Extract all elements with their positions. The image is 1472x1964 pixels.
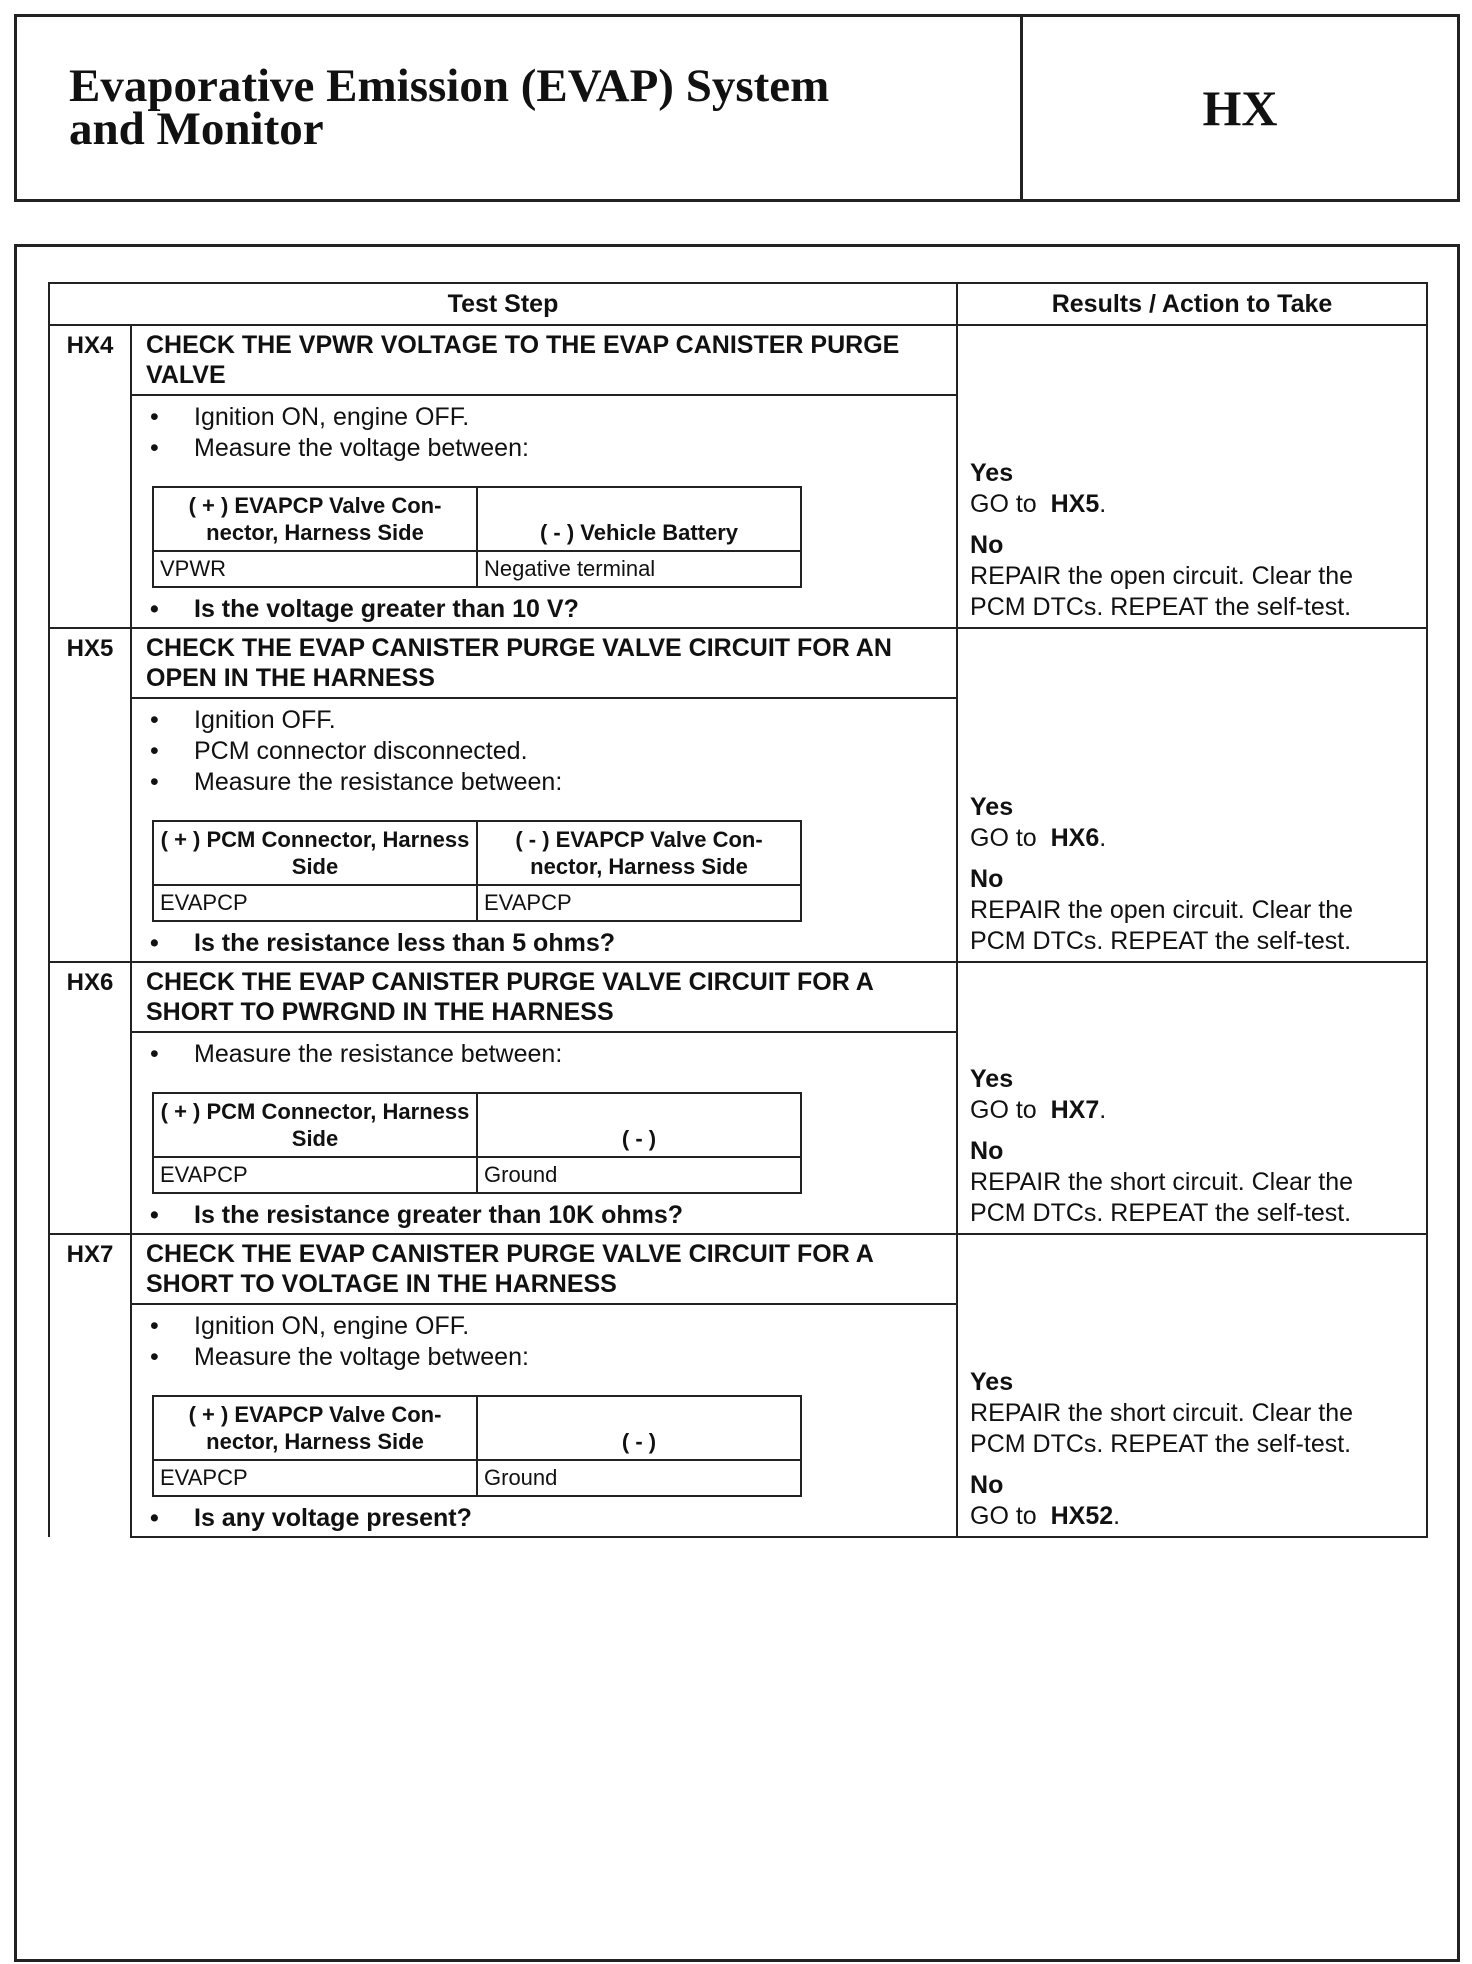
meas-val-plus: EVAPCP	[153, 1460, 477, 1496]
step-bullet	[146, 433, 942, 464]
no-label: No	[970, 1471, 1004, 1499]
step-results	[957, 325, 1427, 628]
measurement-table	[152, 486, 802, 588]
step-bullet-text: Measure the voltage between:	[194, 434, 529, 462]
step-body	[131, 698, 957, 962]
step-code: HX4	[49, 325, 131, 395]
step-results	[957, 1234, 1427, 1537]
no-label: No	[970, 531, 1004, 559]
section-code: HX	[1202, 80, 1278, 136]
step-row	[49, 628, 1427, 698]
bullet-dot-icon: •	[150, 929, 159, 957]
step-question-text: Is the resistance greater than 10K ohms?	[194, 1201, 684, 1229]
measurement-table	[152, 1395, 802, 1497]
step-body	[131, 395, 957, 628]
meas-val-plus: EVAPCP	[153, 1157, 477, 1193]
meas-val-minus: Ground	[477, 1157, 801, 1193]
yes-action	[970, 823, 1412, 854]
page-header	[14, 14, 1460, 202]
step-row	[49, 325, 1427, 395]
step-question-text: Is any voltage present?	[194, 1504, 472, 1532]
step-bullet	[146, 402, 942, 433]
no-action-text: REPAIR the open circuit. Clear the PCM DTCs. REPEAT the self-test.	[970, 562, 1354, 621]
no-action	[970, 1501, 1412, 1532]
yes-action	[970, 1398, 1412, 1460]
bullet-dot-icon: •	[150, 434, 159, 462]
step-code: HX6	[49, 962, 131, 1032]
step-code-spacer	[49, 1032, 131, 1234]
step-code: HX7	[49, 1234, 131, 1304]
yes-goto-link[interactable]: HX7	[1050, 1096, 1100, 1124]
bullet-dot-icon: •	[150, 1343, 159, 1371]
step-code: HX5	[49, 628, 131, 698]
step-body	[131, 1032, 957, 1234]
no-action	[970, 561, 1412, 623]
meas-head-minus: ( - ) EVAPCP Valve Con-nector, Harness Side	[477, 821, 801, 885]
test-step-table	[48, 282, 1428, 1538]
col-test-step: Test Step	[49, 283, 957, 325]
yes-goto-link[interactable]: HX6	[1050, 824, 1100, 852]
step-title: CHECK THE VPWR VOLTAGE TO THE EVAP CANISTER PURGE VALVE	[131, 325, 957, 395]
step-code-spacer	[49, 395, 131, 628]
step-title: CHECK THE EVAP CANISTER PURGE VALVE CIRCUIT FOR A SHORT TO VOLTAGE IN THE HARNESS	[131, 1234, 957, 1304]
step-question-text: Is the voltage greater than 10 V?	[194, 595, 579, 623]
step-question	[146, 928, 942, 959]
step-bullet-text: Measure the voltage between:	[194, 1343, 529, 1371]
bullet-dot-icon: •	[150, 706, 159, 734]
step-bullet	[146, 705, 942, 736]
bullet-dot-icon: •	[150, 768, 159, 796]
meas-val-plus: EVAPCP	[153, 885, 477, 921]
steps-body	[49, 325, 1427, 1537]
meas-head-plus: ( + ) EVAPCP Valve Con-nector, Harness Side	[153, 1396, 477, 1460]
step-bullet	[146, 1342, 942, 1373]
step-question	[146, 594, 942, 625]
meas-val-plus: VPWR	[153, 551, 477, 587]
bullet-dot-icon: •	[150, 595, 159, 623]
step-bullet-text: Ignition ON, engine OFF.	[194, 1312, 470, 1340]
step-code-spacer	[49, 1304, 131, 1537]
step-bullet	[146, 767, 942, 798]
meas-head-plus: ( + ) PCM Connector, Harness Side	[153, 1093, 477, 1157]
meas-val-minus: Negative terminal	[477, 551, 801, 587]
measurement-table	[152, 820, 802, 922]
step-row	[49, 1234, 1427, 1304]
bullet-dot-icon: •	[150, 403, 159, 431]
meas-head-plus: ( + ) PCM Connector, Harness Side	[153, 821, 477, 885]
step-bullet-text: Ignition OFF.	[194, 706, 336, 734]
yes-action-text: REPAIR the short circuit. Clear the PCM DTCs. REPEAT the self-test.	[970, 1399, 1354, 1458]
yes-action-suffix: .	[1099, 1096, 1107, 1124]
yes-action-suffix: .	[1099, 824, 1107, 852]
step-bullet	[146, 1039, 942, 1070]
section-title-line1: Evaporative Emission (EVAP) System	[69, 60, 830, 112]
yes-action-suffix: .	[1099, 490, 1107, 518]
yes-action	[970, 1095, 1412, 1126]
step-bullet-text: Ignition ON, engine OFF.	[194, 403, 470, 431]
no-action-text: GO to	[970, 1502, 1037, 1530]
step-code-spacer	[49, 698, 131, 962]
step-question	[146, 1503, 942, 1534]
step-bullet-text: Measure the resistance between:	[194, 1040, 563, 1068]
meas-head-minus: ( - )	[477, 1396, 801, 1460]
step-title: CHECK THE EVAP CANISTER PURGE VALVE CIRCUIT FOR A SHORT TO PWRGND IN THE HARNESS	[131, 962, 957, 1032]
yes-label: Yes	[970, 1368, 1014, 1396]
no-action	[970, 1167, 1412, 1229]
step-body	[131, 1304, 957, 1537]
no-goto-link[interactable]: HX52	[1050, 1502, 1114, 1530]
step-question	[146, 1200, 942, 1231]
step-bullet-text: Measure the resistance between:	[194, 768, 563, 796]
meas-head-minus: ( - )	[477, 1093, 801, 1157]
yes-action-text: GO to	[970, 490, 1037, 518]
yes-action	[970, 489, 1412, 520]
section-title	[17, 17, 1023, 199]
section-title-line2: and Monitor	[69, 103, 324, 155]
meas-head-plus: ( + ) EVAPCP Valve Con-nector, Harness Side	[153, 487, 477, 551]
meas-head-minus: ( - ) Vehicle Battery	[477, 487, 801, 551]
meas-val-minus: EVAPCP	[477, 885, 801, 921]
step-results	[957, 628, 1427, 962]
step-results	[957, 962, 1427, 1234]
no-label: No	[970, 1137, 1004, 1165]
no-action-text: REPAIR the open circuit. Clear the PCM DTCs. REPEAT the self-test.	[970, 896, 1354, 955]
step-bullet	[146, 1311, 942, 1342]
table-header-row	[49, 283, 1427, 325]
measurement-table	[152, 1092, 802, 1194]
step-question-text: Is the resistance less than 5 ohms?	[194, 929, 615, 957]
no-action-text: REPAIR the short circuit. Clear the PCM DTCs. REPEAT the self-test.	[970, 1168, 1354, 1227]
yes-label: Yes	[970, 793, 1014, 821]
col-results: Results / Action to Take	[957, 283, 1427, 325]
no-action-suffix: .	[1113, 1502, 1121, 1530]
meas-val-minus: Ground	[477, 1460, 801, 1496]
step-title: CHECK THE EVAP CANISTER PURGE VALVE CIRCUIT FOR AN OPEN IN THE HARNESS	[131, 628, 957, 698]
step-bullet	[146, 736, 942, 767]
step-row	[49, 962, 1427, 1032]
bullet-dot-icon: •	[150, 1504, 159, 1532]
step-bullet-text: PCM connector disconnected.	[194, 737, 528, 765]
bullet-dot-icon: •	[150, 1312, 159, 1340]
yes-goto-link[interactable]: HX5	[1050, 490, 1100, 518]
bullet-dot-icon: •	[150, 1040, 159, 1068]
bullet-dot-icon: •	[150, 737, 159, 765]
bullet-dot-icon: •	[150, 1201, 159, 1229]
yes-action-text: GO to	[970, 1096, 1037, 1124]
no-action	[970, 895, 1412, 957]
no-label: No	[970, 865, 1004, 893]
yes-label: Yes	[970, 459, 1014, 487]
yes-label: Yes	[970, 1065, 1014, 1093]
yes-action-text: GO to	[970, 824, 1037, 852]
